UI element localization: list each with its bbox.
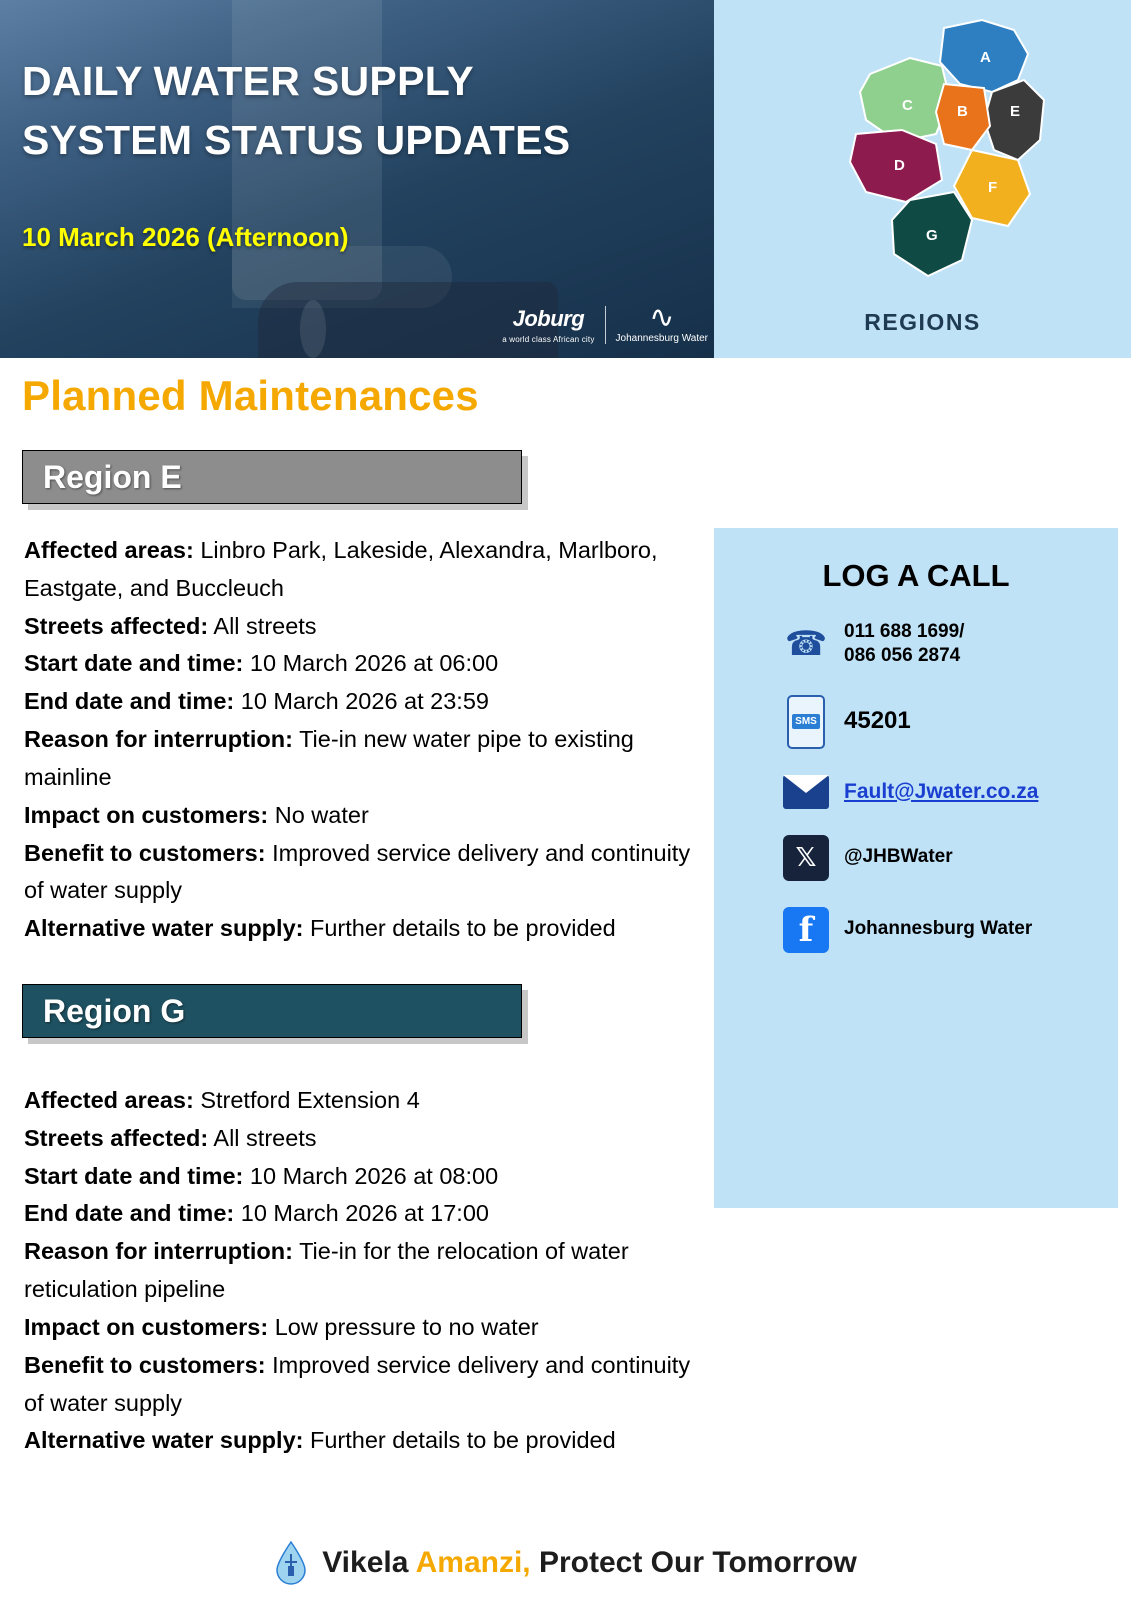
publication-date: 10 March 2026 (Afternoon) — [22, 222, 349, 252]
benefit-value-g: Improved service delivery and continuity of water supply — [24, 1351, 691, 1416]
end-row-g — [24, 1195, 714, 1233]
map-label-e: E — [1010, 103, 1021, 120]
contact-row-sms[interactable] — [714, 695, 1118, 749]
streets-row-g — [24, 1120, 714, 1158]
johannesburg-water-logo — [615, 300, 708, 344]
water-drop-graphic — [300, 300, 326, 358]
joburg-logo — [502, 306, 605, 344]
log-a-call-title: LOG A CALL — [822, 558, 1010, 593]
x-twitter-icon — [776, 835, 836, 881]
contact-row-facebook[interactable] — [714, 907, 1118, 953]
footer-slogan-amanzi: Amanzi, — [415, 1546, 531, 1579]
region-g-details — [24, 1082, 714, 1460]
email-icon — [776, 775, 836, 809]
regions-map-panel — [714, 0, 1131, 358]
benefit-row-g — [24, 1347, 714, 1423]
region-e-details — [24, 532, 704, 948]
alternative-value-g: Further details to be provided — [310, 1427, 616, 1454]
twitter-handle: @JHBWater — [844, 846, 953, 868]
footer-slogan-before: Vikela — [322, 1546, 416, 1579]
region-header-g — [22, 984, 522, 1038]
reason-value-g: Tie-in for the relocation of water reticulation pipeline — [24, 1238, 629, 1303]
phone-numbers — [844, 620, 964, 669]
map-label-d: D — [894, 157, 905, 174]
end-value-g: 10 March 2026 at 17:00 — [240, 1200, 489, 1227]
benefit-label-e: Benefit to customers: — [24, 839, 266, 866]
alternative-label-g: Alternative water supply: — [24, 1427, 304, 1454]
x-glyph: 𝕏 — [783, 835, 829, 881]
alternative-row-e — [24, 910, 704, 948]
impact-label-e: Impact on customers: — [24, 801, 269, 828]
reason-row-e — [24, 721, 704, 797]
johannesburg-water-logo-text: Johannesburg Water — [615, 333, 708, 344]
facebook-glyph: f — [783, 907, 829, 953]
regions-map-svg — [832, 14, 1072, 294]
map-label-g: G — [926, 227, 938, 244]
streets-value-g: All streets — [213, 1124, 317, 1151]
contact-row-phone[interactable] — [714, 620, 1118, 669]
affected-areas-value-g: Stretford Extension 4 — [200, 1087, 420, 1113]
impact-value-g: Low pressure to no water — [274, 1313, 539, 1340]
alternative-label-e: Alternative water supply: — [24, 915, 304, 942]
alternative-row-g — [24, 1422, 714, 1460]
phone-number-1: 011 688 1699/ — [844, 621, 965, 642]
section-title: Planned Maintenances — [22, 372, 479, 419]
streets-value-e: All streets — [213, 612, 317, 639]
footer-slogan — [322, 1546, 857, 1580]
streets-row-e — [24, 608, 704, 646]
map-label-c: C — [902, 97, 913, 114]
end-value-e: 10 March 2026 at 23:59 — [240, 688, 489, 715]
reason-label-e: Reason for interruption: — [24, 726, 293, 753]
contact-row-email[interactable] — [714, 775, 1118, 809]
header-banner — [0, 0, 714, 358]
sms-badge-label: SMS — [792, 714, 820, 729]
affected-areas-label-g: Affected areas: — [24, 1087, 194, 1113]
start-label-e: Start date and time: — [24, 650, 244, 677]
streets-label-e: Streets affected: — [24, 612, 209, 639]
map-label-a: A — [980, 49, 991, 66]
regions-caption: REGIONS — [864, 309, 981, 335]
joburg-logo-tagline: a world class African city — [502, 335, 595, 344]
affected-areas-row-e — [24, 532, 704, 608]
water-wave-icon: ∿ — [649, 300, 675, 335]
benefit-row-e — [24, 835, 704, 911]
end-label-g: End date and time: — [24, 1200, 235, 1227]
affected-areas-row-g — [24, 1082, 714, 1120]
email-link[interactable]: Fault@Jwater.co.za — [844, 779, 1039, 803]
facebook-page-name: Johannesburg Water — [844, 918, 1033, 940]
affected-areas-value-e: Linbro Park, Lakeside, Alexandra, Marlboro, Eastgate, and Buccleuch — [24, 537, 658, 601]
footer-slogan-after: Protect Our Tomorrow — [530, 1546, 857, 1579]
impact-value-e: No water — [274, 801, 369, 828]
phone-number-2: 086 056 2874 — [844, 645, 961, 667]
regions-map — [832, 14, 1072, 294]
phone-icon: ☎ — [784, 625, 828, 664]
joburg-logo-text: Joburg — [512, 306, 585, 331]
impact-row-e — [24, 797, 704, 835]
facebook-icon — [776, 907, 836, 953]
alternative-value-e: Further details to be provided — [310, 915, 616, 942]
logo-group — [502, 300, 708, 344]
end-row-e — [24, 683, 704, 721]
map-label-f: F — [988, 179, 998, 196]
streets-label-g: Streets affected: — [24, 1124, 209, 1151]
reason-label-g: Reason for interruption: — [24, 1238, 293, 1265]
region-header-e — [22, 450, 522, 504]
contact-row-twitter[interactable] — [714, 835, 1118, 881]
log-a-call-panel — [714, 528, 1118, 1208]
start-value-g: 10 March 2026 at 08:00 — [249, 1162, 499, 1189]
impact-label-g: Impact on customers: — [24, 1313, 269, 1340]
region-name-e: Region E — [43, 458, 182, 495]
start-label-g: Start date and time: — [24, 1162, 244, 1189]
map-label-b: B — [957, 103, 968, 120]
start-value-e: 10 March 2026 at 06:00 — [249, 650, 499, 677]
impact-row-g — [24, 1309, 714, 1347]
page-title-line2: SYSTEM STATUS UPDATES — [22, 117, 571, 164]
start-row-g — [24, 1158, 714, 1196]
end-label-e: End date and time: — [24, 688, 235, 715]
affected-areas-label-e: Affected areas: — [24, 537, 194, 563]
benefit-value-e: Improved service delivery and continuity of water supply — [24, 839, 691, 904]
page-title — [22, 52, 570, 171]
page-title-line1: DAILY WATER SUPPLY — [22, 58, 474, 104]
reason-value-e: Tie-in new water pipe to existing mainline — [24, 726, 634, 790]
region-name-g: Region G — [43, 992, 186, 1029]
water-drop-icon — [274, 1540, 308, 1586]
reason-row-g — [24, 1233, 714, 1309]
sms-number: 45201 — [844, 707, 911, 735]
start-row-e — [24, 645, 704, 683]
benefit-label-g: Benefit to customers: — [24, 1351, 266, 1378]
page-footer — [0, 1540, 1131, 1586]
page-header — [0, 0, 1131, 358]
sms-icon — [776, 695, 836, 749]
